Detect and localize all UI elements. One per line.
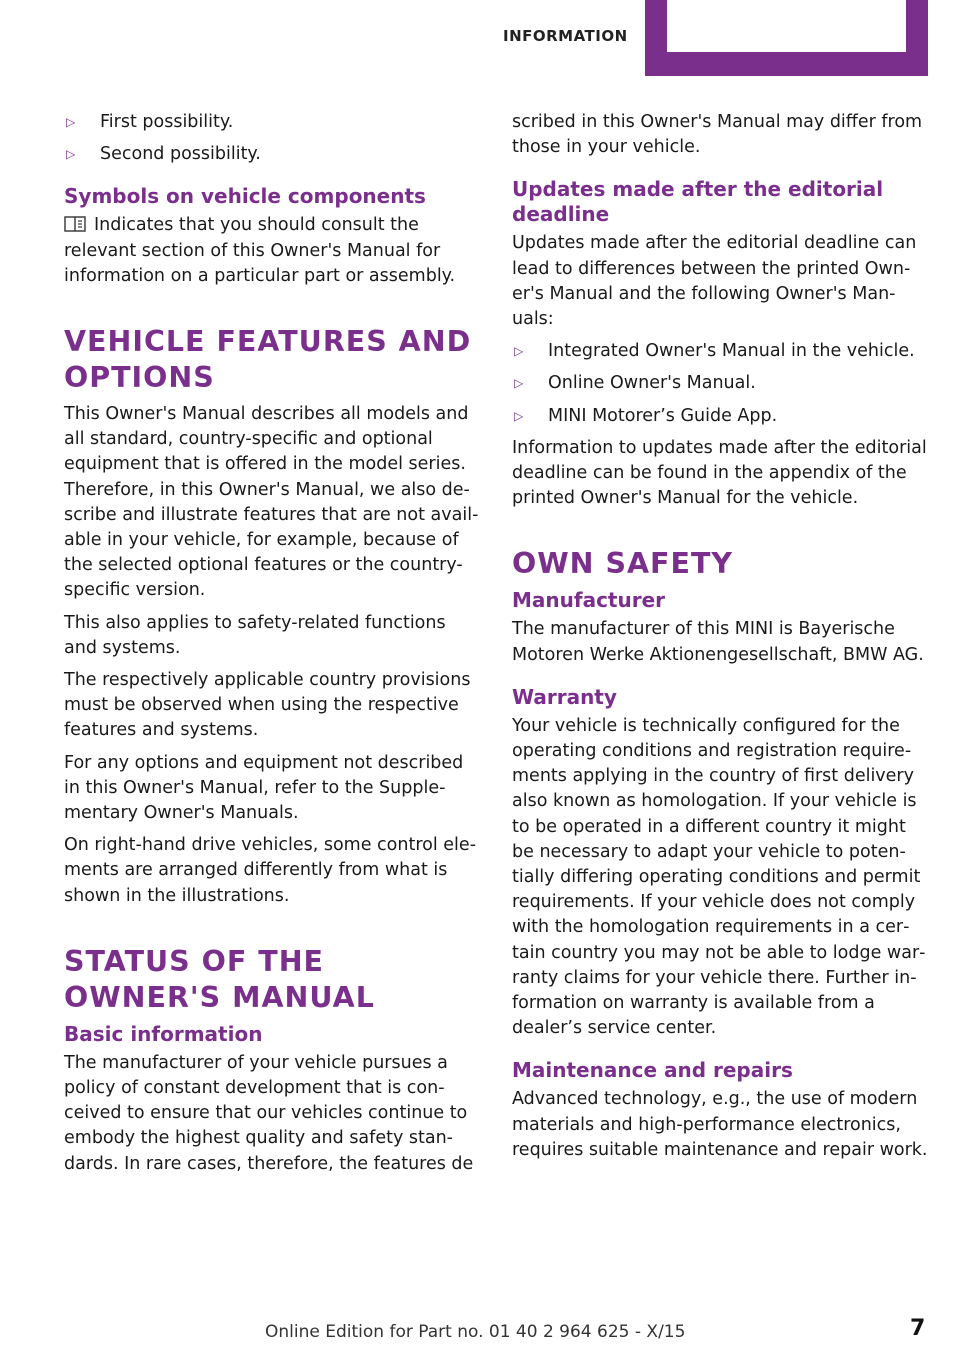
list-item — [512, 339, 930, 364]
list-item-text: Second possibility. — [100, 144, 261, 165]
updates-info-paragraph: Information to updates made after the editorial deadline can be found in the appendix of the printed Owner's Manual for the vehicle. — [512, 437, 927, 509]
left-column — [64, 110, 482, 1184]
triangle-bullet-icon: ▷ — [514, 344, 524, 359]
list-item-text: MINI Motorer’s Guide App. — [548, 405, 778, 426]
features-paragraph: This Owner's Manual describes all models and all standard, country-specific and optional equipment that is offered in the model series. Therefore, in this Owner's Manual, we also describe and illustrate features that are not available in your vehicle, for example, because of the selected optional features or the country-specific version. — [64, 404, 479, 601]
list-item-text: Integrated Owner's Manual in the vehicle. — [548, 341, 915, 362]
updates-heading: Updates made after the editorial deadline — [512, 177, 884, 227]
symbols-heading: Symbols on vehicle components — [64, 184, 426, 209]
list-item-text: First possibility. — [100, 112, 234, 132]
warranty-heading: Warranty — [512, 684, 617, 709]
features-paragraph: This also applies to safety-related functions and systems. — [64, 612, 446, 658]
footer-edition: Online Edition for Part no. 01 40 2 964 625 - X/15 — [265, 1322, 686, 1342]
features-heading: VEHICLE FEATURES AND OPTIONS — [64, 325, 472, 395]
list-item — [512, 404, 930, 429]
maintenance-heading: Maintenance and repairs — [512, 1058, 793, 1083]
maintenance-paragraph: Advanced technology, e.g., the use of modern materials and high-performance electronics, requires suitable maintenance and repair work. — [512, 1089, 928, 1160]
right-column — [512, 110, 930, 1170]
continued-paragraph: scribed in this Owner's Manual may differ from those in your vehicle. — [512, 112, 923, 158]
list-item-text: Online Owner's Manual. — [548, 373, 756, 394]
features-paragraph: On right-hand drive vehicles, some control elements are arranged differently from what is shown in the illustrations. — [64, 835, 477, 906]
features-paragraph: For any options and equipment not described in this Owner's Manual, refer to the Supplementary Owner's Manuals. — [64, 752, 464, 824]
triangle-bullet-icon: ▷ — [66, 147, 76, 162]
section-tab — [645, 0, 928, 76]
page-number: 7 — [910, 1316, 926, 1341]
list-item — [64, 110, 482, 135]
manufacturer-heading: Manufacturer — [512, 588, 666, 613]
section-label: INFORMATION — [503, 27, 628, 45]
triangle-bullet-icon: ▷ — [66, 115, 76, 129]
symbols-text: Indicates that you should consult the relevant section of this Owner's Manual for information on a particular part or assembly. — [64, 215, 456, 286]
book-icon — [64, 215, 86, 231]
manufacturer-paragraph: The manufacturer of this MINI is Bayerische Motoren Werke Aktionengesellschaft, BMW AG. — [512, 619, 924, 665]
status-heading: STATUS OF THE OWNER'S MANUAL — [64, 944, 375, 1014]
warranty-paragraph: Your vehicle is technically configured for the operating conditions and registration requirements applying in the country of first delivery also known as homologation. If your vehicle is to be operated in a different country it might be necessary to adapt your vehicle to potentially differing operating conditions and permit requirements. If your vehicle does not comply with the homologation requirements in a certain country you may not be able to lodge warranty claims for your vehicle there. Further information on warranty is available from a dealer’s service center. — [512, 715, 926, 1039]
basic-info-heading: Basic information — [64, 1021, 263, 1046]
list-item — [64, 142, 482, 167]
triangle-bullet-icon: ▷ — [514, 376, 524, 391]
updates-paragraph: Updates made after the editorial deadline can lead to differences between the printed Owner's Manual and the following Owner's Manuals: — [512, 233, 917, 330]
basic-info-paragraph: The manufacturer of your vehicle pursues a policy of constant development that is conceived to ensure that our vehicles continue to embody the highest quality and safety standards. In rare cases, therefore, the features de — [64, 1052, 474, 1174]
section-tab-inner — [667, 0, 906, 52]
safety-heading: OWN SAFETY — [512, 547, 734, 581]
symbols-paragraph — [64, 213, 482, 289]
triangle-bullet-icon: ▷ — [514, 408, 524, 423]
features-paragraph: The respectively applicable country provisions must be observed when using the respective features and systems. — [64, 670, 471, 741]
list-item — [512, 371, 930, 396]
